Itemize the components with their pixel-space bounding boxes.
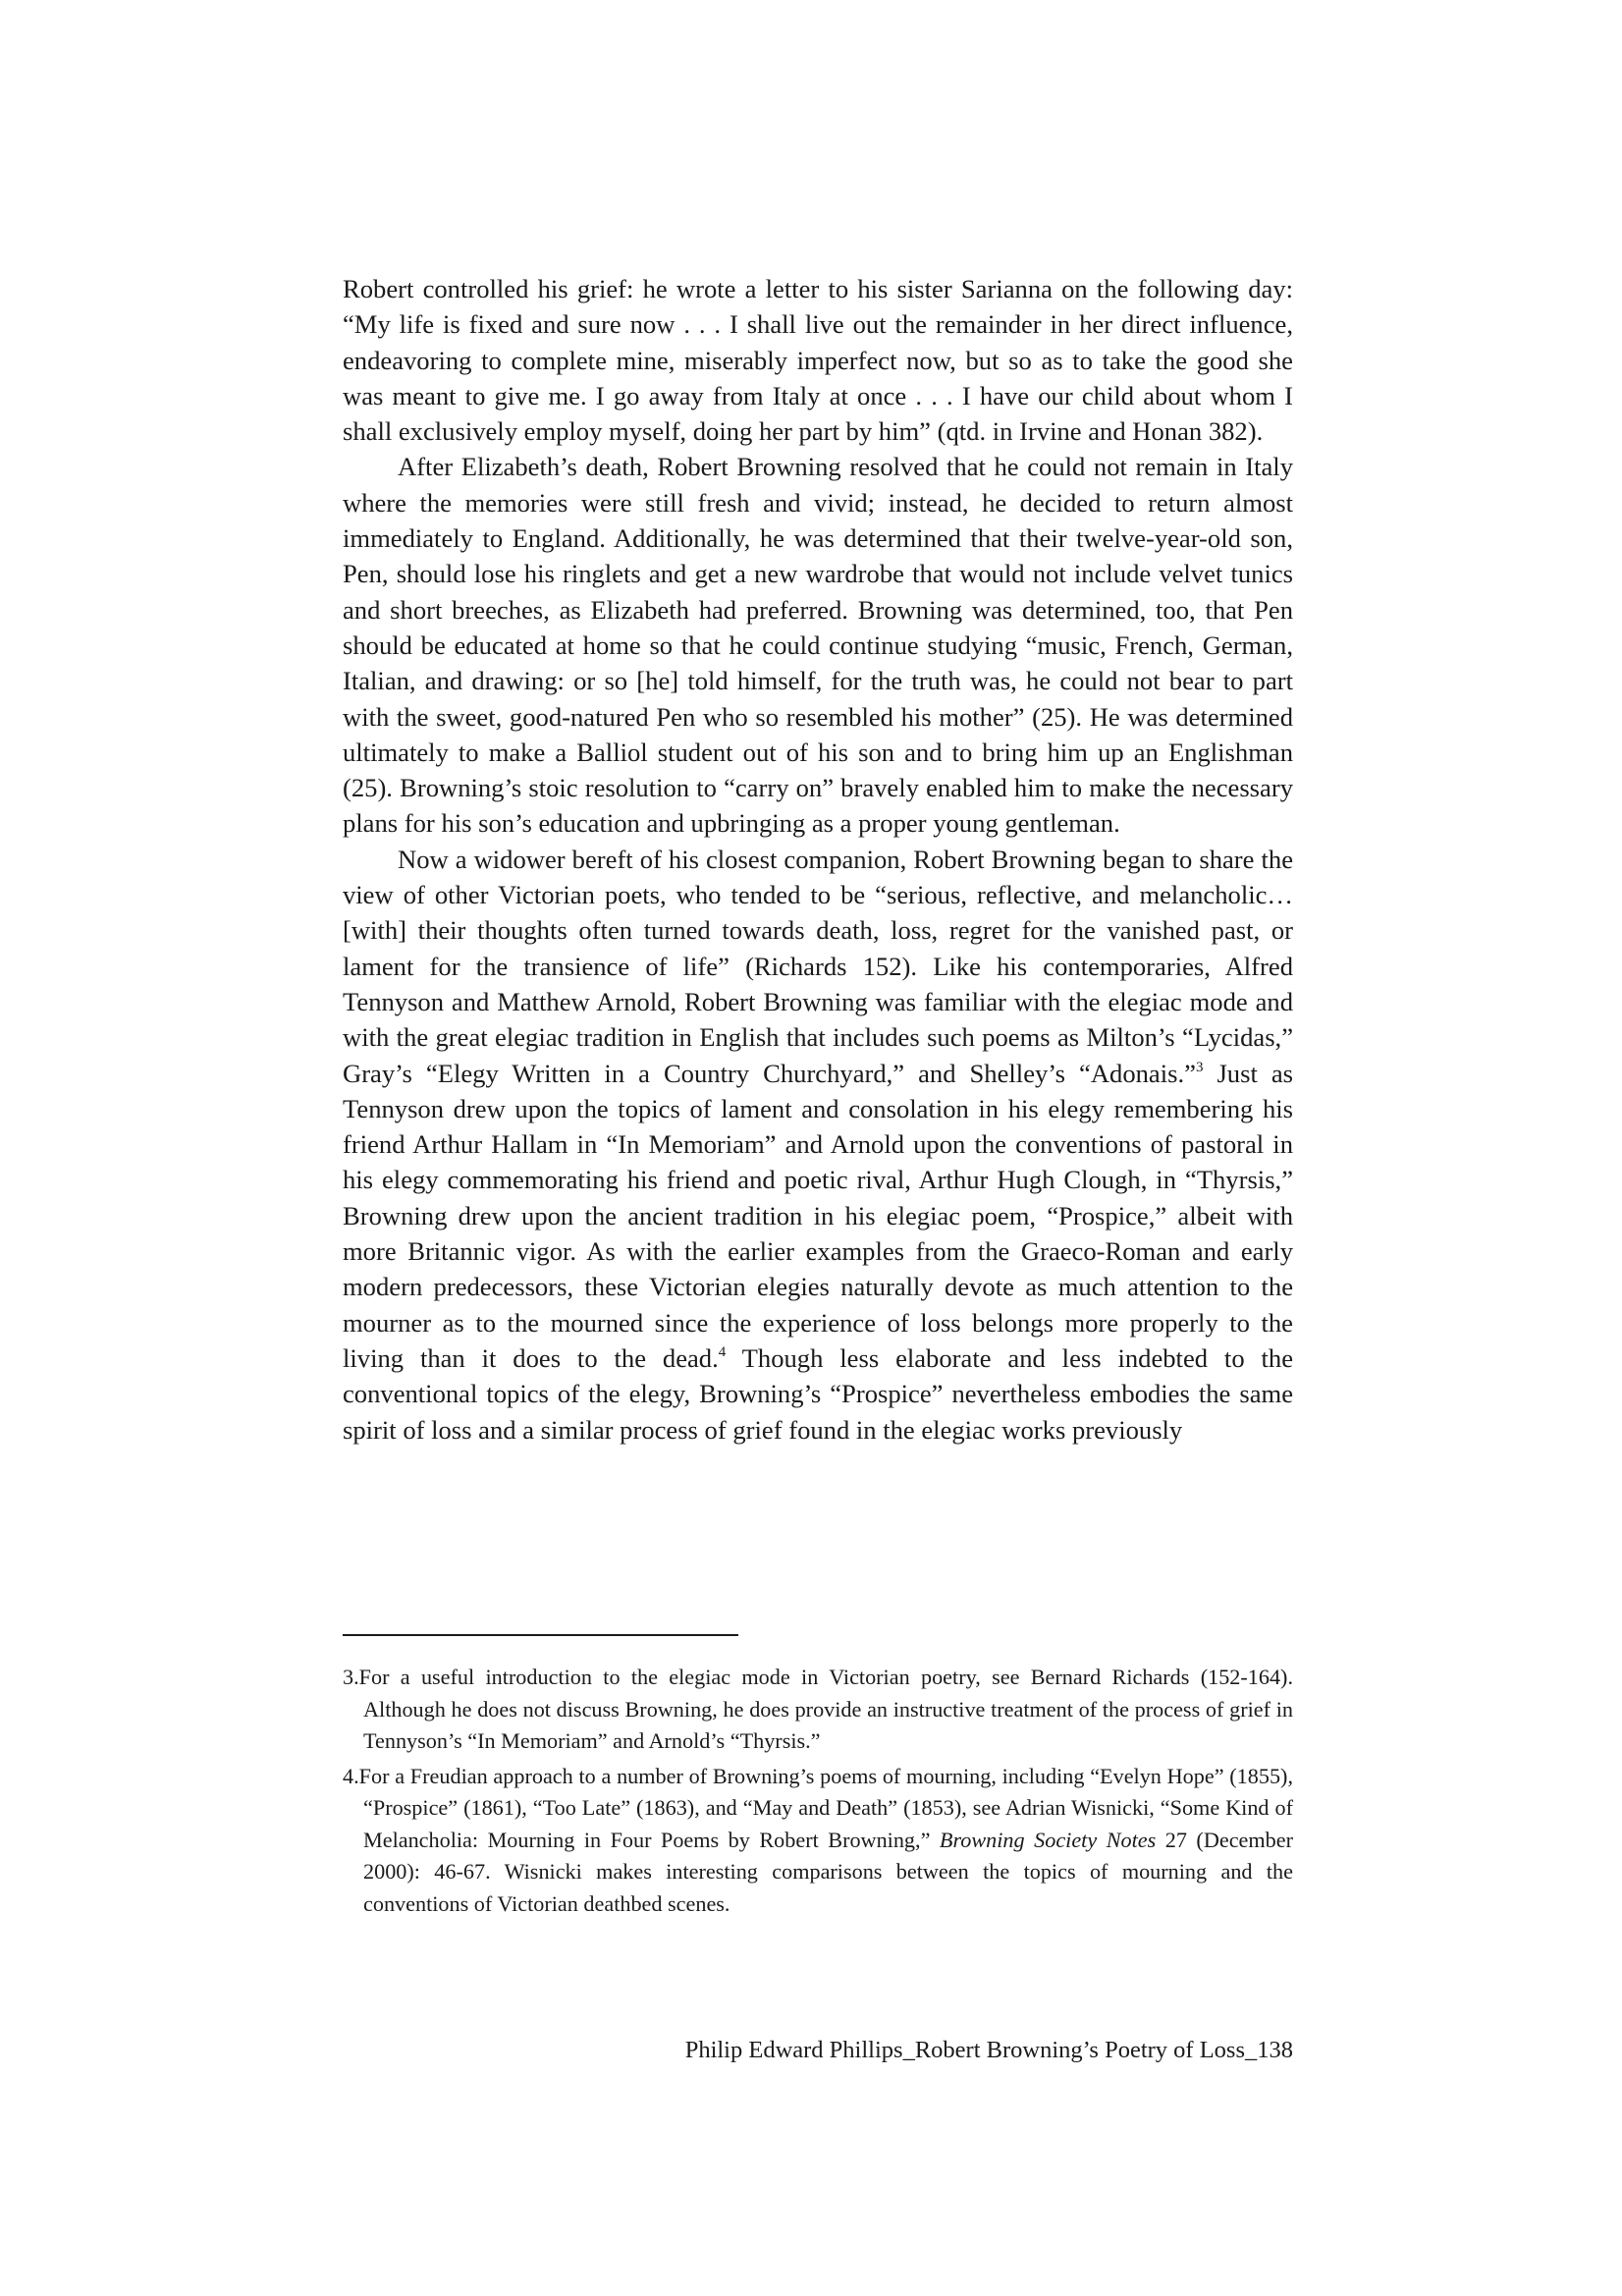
footnote-3-text: For a useful introduction to the elegiac mode in Victorian poetry, see Bernard Richards (152-164). Although he does not discuss Browning, he does provide an instructive treatment of the process of grief in Tennyson’s “In Memoriam” and Arnold’s “Thyrsis.” <box>358 1665 1293 1753</box>
footnote-4-journal-title: Browning Society Notes <box>939 1827 1157 1852</box>
body-text <box>343 271 1293 1448</box>
paragraph-3-part-3: Though less elaborate and less indebted to the conventional topics of the elegy, Browning’s “Prospice” nevertheless embodies the same spirit of loss and a similar process of grief found in the elegiac works previously <box>343 1342 1293 1445</box>
paragraph-3-part-1: Now a widower bereft of his closest companion, Robert Browning began to share the view of other Victorian poets, who tended to be “serious, reflective, and melancholic… [with] their thoughts often turned towards death, loss, regret for the vanished past, or lament for the transience of life” (Richards 152). Like his contemporaries, Alfred Tennyson and Matthew Arnold, Robert Browning was familiar with the elegiac mode and with the great elegiac tradition in English that includes such poems as Milton’s “Lycidas,” Gray’s “Elegy Written in a Country Churchyard,” and Shelley’s “Adonais.” <box>343 844 1293 1088</box>
footnote-ref-3[interactable]: 3 <box>1195 1059 1204 1075</box>
footnote-4 <box>343 1761 1293 1921</box>
running-footer: Philip Edward Phillips_Robert Browning’s Poetry of Loss_138 <box>684 2037 1293 2063</box>
footnote-4-number: 4. <box>343 1763 359 1788</box>
footnote-ref-4[interactable]: 4 <box>718 1343 727 1360</box>
paragraph-3-part-2: Just as Tennyson drew upon the topics of lament and consolation in his elegy remembering his friend Arthur Hallam in “In Memoriam” and Arnold upon the conventions of pastoral in his elegy commemorating his friend and poetic rival, Arthur Hugh Clough, in “Thyrsis,” Browning drew upon the ancient tradition in his elegiac poem, “Prospice,” albeit with more Britannic vigor. As with the earlier examples from the Graeco-Roman and early modern predecessors, these Victorian elegies naturally devote as much attention to the mourner as to the mourned since the experience of loss belongs more properly to the living than it does to the dead. <box>343 1058 1293 1373</box>
paragraph-2: After Elizabeth’s death, Robert Browning resolved that he could not remain in Italy where the memories were still fresh and vivid; instead, he decided to return almost immediately to England. Additionally, he was determined that their twelve-year-old son, Pen, should lose his ringlets and get a new wardrobe that would not include velvet tunics and short breeches, as Elizabeth had preferred. Browning was determined, too, that Pen should be educated at home so that he could continue studying “music, French, German, Italian, and drawing: or so [he] told himself, for the truth was, he could not bear to part with the sweet, good-natured Pen who so resembled his mother” (25). He was determined ultimately to make a Balliol student out of his son and to bring him up an Englishman (25). Browning’s stoic resolution to “carry on” bravely enabled him to make the necessary plans for his son’s education and upbringing as a proper young gentleman. <box>343 452 1293 839</box>
footnote-3-number: 3. <box>343 1665 359 1689</box>
footnotes <box>343 1662 1293 1923</box>
paragraph-3 <box>343 842 1293 1448</box>
footnote-4-text-before: For a Freudian approach to a number of Browning’s poems of mourning, including “Evelyn Hope” (1855), “Prospice” (1861), “Too Late” (1863), and “May and Death” (1853), see Adrian Wisnicki, “Some Kind of Melancholia: Mourning in Four Poems by Robert Browning,” <box>358 1763 1293 1852</box>
footnote-divider <box>343 1634 738 1636</box>
paragraph-1: Robert controlled his grief: he wrote a letter to his sister Sarianna on the following day: “My life is fixed and sure now . . . I shall live out the remainder in her direct influence, endeavoring to complete mine, miserably imperfect now, but so as to take the good she was meant to give me. I go away from Italy at once . . . I have our child about whom I shall exclusively employ myself, doing her part by him” (qtd. in Irvine and Honan 382). <box>343 274 1293 447</box>
footnote-4-text-after: 27 (December 2000): 46-67. Wisnicki makes interesting comparisons between the topics of mourning and the conventions of Victorian deathbed scenes. <box>363 1827 1293 1916</box>
footnote-3 <box>343 1662 1293 1758</box>
